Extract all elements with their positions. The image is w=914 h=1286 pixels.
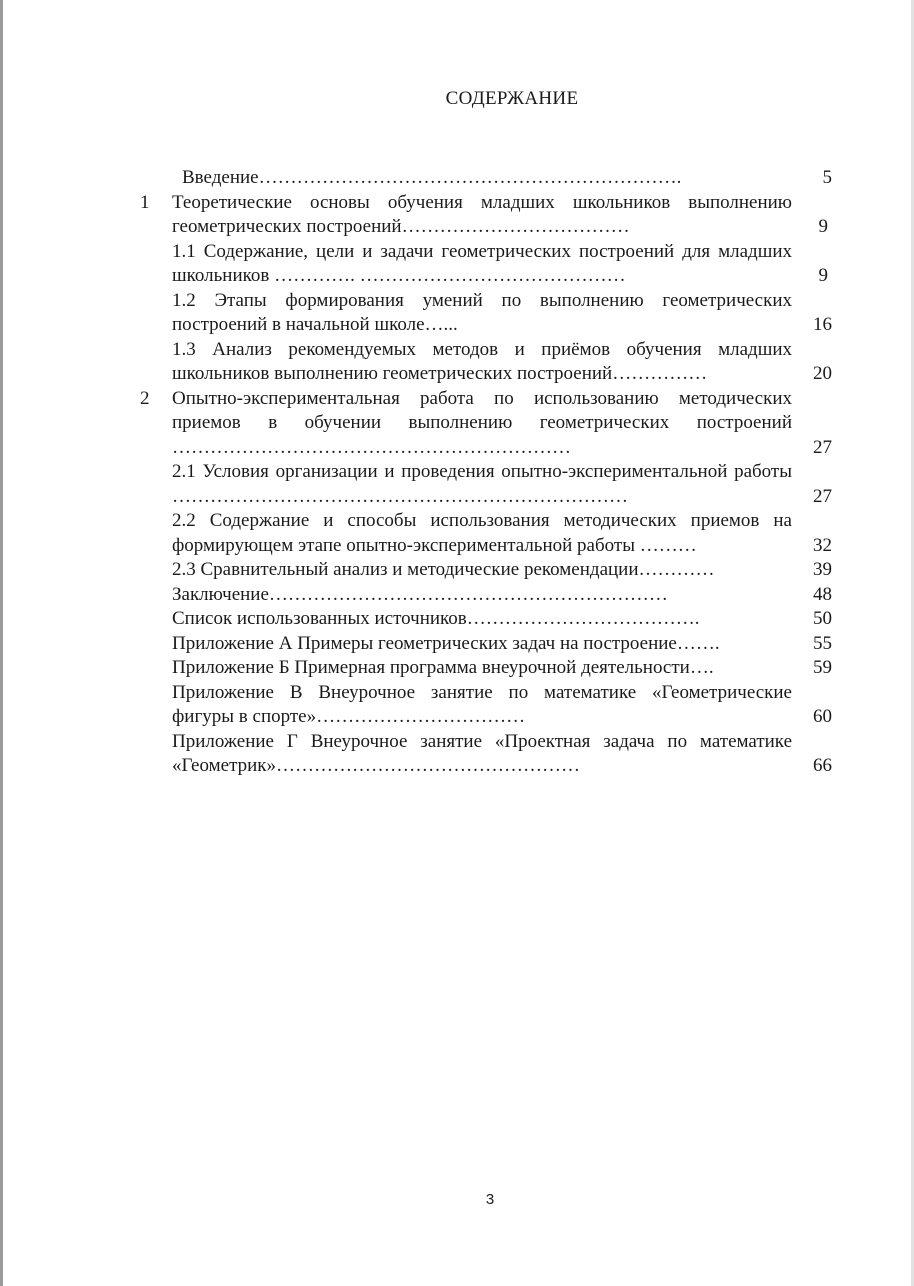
toc-entry-appendix-a	[140, 632, 832, 657]
toc-entry-page: 27	[813, 485, 832, 507]
toc-entry-section-1-3	[140, 338, 832, 387]
toc-entry-number: 1	[140, 191, 150, 213]
table-of-contents	[140, 166, 832, 779]
toc-entry-text: 1.2 Этапы формирования умений по выполнению геометрических построений в начальной школе…...	[172, 289, 792, 335]
toc-entry-references	[140, 607, 832, 632]
toc-entry-text: Список использованных источников……………………………….	[172, 608, 700, 629]
toc-entry-text: Приложение Б Примерная программа внеурочной деятельности….	[172, 657, 714, 678]
toc-entry-text: 2.1 Условия организации и проведения опытно-экспериментальной работы ………………………………………………………………	[172, 461, 792, 507]
toc-entry-page: 5	[822, 167, 832, 188]
toc-entry-text: Введение………………………………………………………….	[182, 167, 682, 188]
toc-entry-appendix-g	[140, 730, 832, 779]
toc-entry-page: 27	[813, 436, 832, 458]
toc-entry-page: 32	[813, 534, 832, 556]
toc-entry-text: Заключение………………………………………………………	[172, 583, 668, 605]
page-title: СОДЕРЖАНИЕ	[445, 88, 579, 109]
toc-entry-section-1-1	[140, 240, 832, 289]
toc-entry-appendix-b	[140, 656, 832, 681]
toc-entry-appendix-v	[140, 681, 832, 730]
toc-entry-text: 2.3 Сравнительный анализ и методические рекомендации…………	[172, 559, 715, 580]
page-number: 3	[485, 1191, 495, 1208]
toc-entry-text: Приложение В Внеурочное занятие по математике «Геометрические фигуры в спорте»……………………………	[172, 681, 792, 727]
toc-entry-page: 66	[813, 755, 832, 776]
toc-entry-page: 50	[813, 608, 832, 629]
toc-entry-section-2-3	[140, 558, 832, 583]
toc-entry-chapter-2	[140, 387, 832, 461]
toc-entry-page: 16	[813, 314, 832, 335]
toc-entry-page: 48	[813, 583, 832, 605]
toc-entry-text: 1.3 Анализ рекомендуемых методов и приёмов обучения младших школьников выполнению геометрических построений……………	[172, 338, 792, 384]
toc-entry-text: 2.2 Содержание и способы использования методических приемов на формирующем этапе опытно-экспериментальной работы ………	[172, 510, 792, 556]
toc-entry-text: Приложение Г Внеурочное занятие «Проектная задача по математике «Геометрик»…………………………………………	[172, 730, 792, 776]
page-border-left	[0, 0, 3, 1286]
toc-entry-text: Опытно-экспериментальная работа по использованию методических приемов в обучении выполнению геометрических построений ………………………………………………………	[172, 387, 792, 458]
toc-entry-text: 1.1 Содержание, цели и задачи геометрических построений для младших школьников …………. ……………………………………	[172, 240, 792, 286]
toc-entry-section-1-2	[140, 289, 832, 338]
toc-entry-page: 39	[813, 559, 832, 580]
toc-entry-conclusion	[140, 583, 832, 608]
toc-entry-section-2-2	[140, 509, 832, 558]
toc-entry-number: 2	[140, 387, 150, 409]
toc-entry-page: 60	[813, 706, 832, 727]
toc-entry-text: Теоретические основы обучения младших школьников выполнению геометрических построений………………………………	[172, 191, 792, 237]
toc-entry-page: 55	[813, 632, 832, 654]
toc-entry-introduction	[140, 166, 832, 191]
toc-entry-text: Приложение А Примеры геометрических задач на построение…….	[172, 632, 720, 654]
toc-entry-page: 9	[818, 265, 828, 286]
toc-entry-section-2-1	[140, 460, 832, 509]
toc-entry-page: 20	[813, 363, 832, 384]
toc-entry-page: 9	[818, 216, 828, 237]
toc-entry-chapter-1	[140, 191, 832, 240]
toc-entry-page: 59	[813, 657, 832, 678]
